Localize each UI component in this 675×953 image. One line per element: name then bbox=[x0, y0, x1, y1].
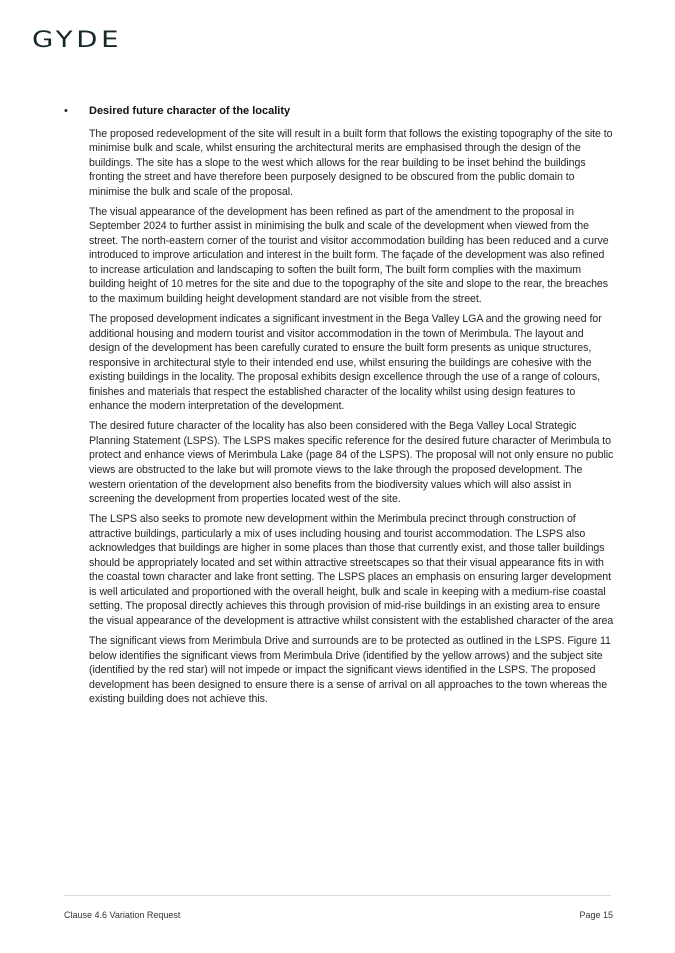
document-body bbox=[64, 104, 615, 712]
paragraph-investment: The proposed development indicates a significant investment in the Bega Valley LGA and the growing need for additional housing and modern tourist and visitor accommodation in the town of Merimbula. The layout and design of the development has been carefully curated to ensure the built form presents as unique structures, responsive in architectural style to their intended end use, whilst ensuring the buildings are cohesive with the existing buildings in the locality. The proposal exhibits design excellence through the use of a range of colours, finishes and materials that respect the established character of the locality whilst using design features to enhance the modern interpretation of the development. bbox=[89, 313, 602, 413]
paragraph-visual-appearance: The visual appearance of the development has been refined as part of the amendment to the proposal in September 2024 to further assist in minimising the bulk and scale of the development when viewed from the street. The north-eastern corner of the tourist and visitor accommodation building has been reduced and a curve introduced to improve articulation and interest in the built form. The façade of the development was also refined to increase articulation and landscaping to soften the built form, The built form complies with the maximum building height of 10 metres for the site and due to the topography of the site and slope to the rear, the breaches to the maximum building height development standard are not visible from the street. bbox=[89, 205, 609, 306]
paragraph-built-form: The proposed redevelopment of the site will result in a built form that follows the existing topography of the site to minimise bulk and scale, whilst ensuring the architectural merits are emphasised through the design of the buildings. The site has a slope to the west which allows for the rear building to be inset behind the buildings fronting the street and have therefore been purposely designed to be obscured from the public domain to minimise the bulk and scale of the proposal. bbox=[89, 127, 613, 198]
section-heading: Desired future character of the locality bbox=[89, 105, 291, 117]
footer-document-title: Clause 4.6 Variation Request bbox=[64, 910, 181, 920]
paragraph-significant-views: The significant views from Merimbula Drive and surrounds are to be protected as outlined in the LSPS. Figure 11 below identifies the significant views from Merimbula Drive (identified by the yellow arrows) and the subject site (identified by the red star) will not impede or impact the significant views identified in the LSPS. The proposed development has been designed to ensure there is a sense of arrival on all approaches to the town whereas the existing building does not achieve this. bbox=[89, 635, 611, 706]
footer-divider bbox=[64, 895, 611, 896]
bullet-icon: • bbox=[64, 105, 68, 117]
paragraph-lsps-development: The LSPS also seeks to promote new development within the Merimbula precinct through construction of attractive buildings, particularly a mix of uses including housing and tourist accommodation. The LSPS also acknowledges that buildings are higher in some places than those that currently exist, and those taller buildings should be appropriately located and set within attractive streetscapes so that their visual appearance fits in with the coastal town character and lake front setting. The LSPS places an emphasis on ensuring larger development is well articulated and proportioned with the overall height, bulk and scale in keeping with a medium-rise coastal setting. The proposal directly achieves this through provision of mid-rise buildings in an existing area to ensure the visual appearance of the development is attractive whilst consistent with the established character of the area bbox=[89, 513, 614, 627]
footer-page-number: Page 15 bbox=[579, 910, 613, 920]
paragraph-lsps-character: The desired future character of the locality has also been considered with the Bega Valley Local Strategic Planning Statement (LSPS). The LSPS makes specific reference for the desired future character of Merimbula to protect and enhance views of Merimbula Lake (page 84 of the LSPS). The proposal will not only ensure no public views are obstructed to the lake but will promote views to the lake through the proposed development. The western orientation of the development also benefits from the biodiversity values which will also assist in screening the development from properties located west of the site. bbox=[89, 420, 614, 506]
gyde-logo: GYDE bbox=[32, 28, 123, 53]
section-heading-row bbox=[64, 104, 615, 119]
